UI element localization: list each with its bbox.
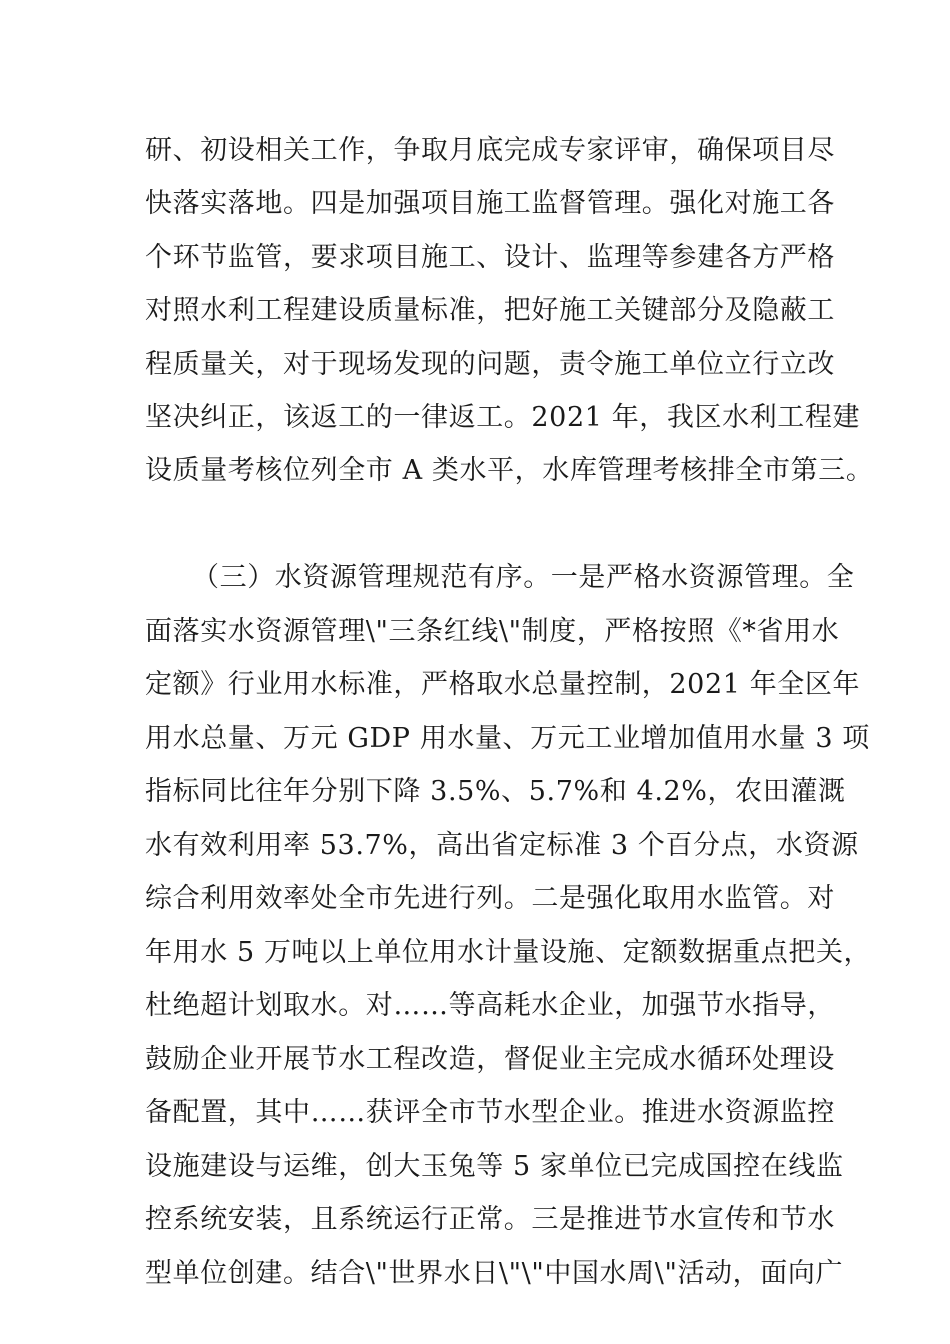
text-line: 指标同比往年分别下降 3.5%、5.7%和 4.2%，农田灌溉 <box>145 776 846 807</box>
text-line: 坚决纠正，该返工的一律返工。2021 年，我区水利工程建 <box>145 402 861 433</box>
text-line: 快落实落地。四是加强项目施工监督管理。强化对施工各 <box>145 188 835 219</box>
text-line: 控系统安装，且系统运行正常。三是推进节水宣传和节水 <box>145 1204 835 1235</box>
text-line: （三）水资源管理规范有序。一是严格水资源管理。全 <box>192 562 855 593</box>
text-line: 型单位创建。结合\"世界水日\"\"中国水周\"活动，面向广 <box>145 1258 844 1289</box>
text-line: 个环节监管，要求项目施工、设计、监理等参建各方严格 <box>145 242 835 273</box>
text-line: 程质量关，对于现场发现的问题，责令施工单位立行立改 <box>145 349 835 380</box>
text-line: 面落实水资源管理\"三条红线\"制度，严格按照《*省用水 <box>145 616 840 647</box>
text-line: 备配置，其中……获评全市节水型企业。推进水资源监控 <box>145 1097 835 1128</box>
text-line: 用水总量、万元 GDP 用水量、万元工业增加值用水量 3 项 <box>145 723 870 754</box>
text-line: 综合利用效率处全市先进行列。二是强化取用水监管。对 <box>145 883 835 914</box>
text-line: 对照水利工程建设质量标准，把好施工关键部分及隐蔽工 <box>145 295 835 326</box>
text-line: 杜绝超计划取水。对……等高耗水企业，加强节水指导， <box>145 990 835 1021</box>
text-line: 年用水 5 万吨以上单位用水计量设施、定额数据重点把关， <box>145 937 872 968</box>
text-line: 定额》行业用水标准，严格取水总量控制，2021 年全区年 <box>145 669 861 700</box>
text-line: 研、初设相关工作，争取月底完成专家评审，确保项目尽 <box>145 135 835 166</box>
text-line: 设施建设与运维，创大玉兔等 5 家单位已完成国控在线监 <box>145 1151 844 1182</box>
text-line: 水有效利用率 53.7%，高出省定标准 3 个百分点，水资源 <box>145 830 859 861</box>
text-line: 设质量考核位列全市 A 类水平，水库管理考核排全市第三。 <box>145 455 874 486</box>
text-line: 鼓励企业开展节水工程改造，督促业主完成水循环处理设 <box>145 1044 835 1075</box>
